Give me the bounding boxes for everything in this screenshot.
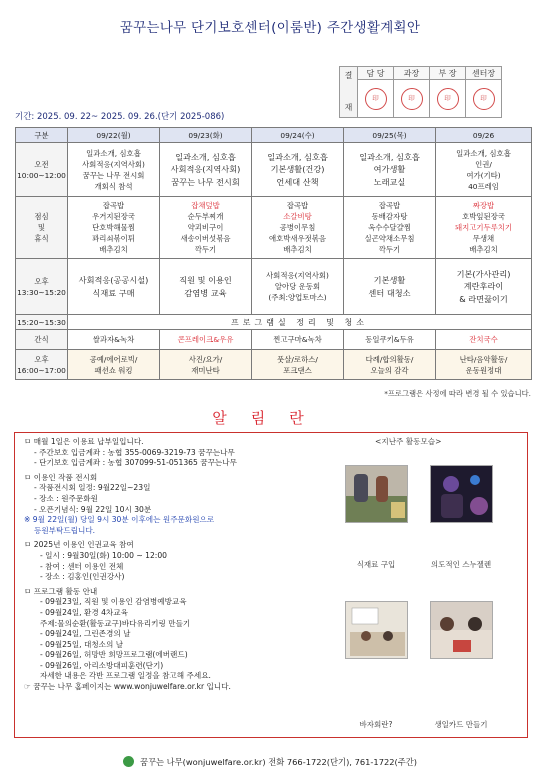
lunch-cell bbox=[160, 197, 252, 259]
row-label-time: 16:00~17:00 bbox=[17, 365, 66, 375]
notice-line: - 09월26일, 아리소방대피훈련(단기) bbox=[40, 660, 164, 670]
notice-line: - 09월24일, 환경 4차교육 bbox=[40, 607, 128, 617]
cell-line: 알아당 운동회 bbox=[274, 282, 321, 291]
cell-line: 잡곡밥 bbox=[102, 201, 125, 210]
notice-line: - 장소 : 김홍인(인권강사) bbox=[40, 572, 125, 582]
footer bbox=[0, 756, 540, 768]
page-title: 꿈꾸는나무 단기보호센터(이룸반) 주간생활계획안 bbox=[119, 20, 421, 36]
activity-cell bbox=[436, 350, 532, 380]
afternoon-cell bbox=[252, 259, 344, 315]
cell-line: 공병이무침 bbox=[279, 223, 316, 232]
cell-line: 사진/요가/ bbox=[188, 354, 223, 364]
notice-line: ※ 9월 22일(월) 당일 9시 30분 이후에는 원주문화원으로 bbox=[24, 515, 215, 525]
weekly-schedule-table bbox=[15, 127, 532, 380]
cell-line: 감염병 교육 bbox=[184, 287, 227, 298]
cell-line: 일과소개, 심호흡 bbox=[175, 151, 236, 162]
notice-line: - 장소 : 원주문화원 bbox=[34, 493, 98, 503]
logo-icon bbox=[123, 756, 134, 767]
cell-line: 잡채덮밥 bbox=[191, 201, 220, 210]
afternoon-cell bbox=[436, 259, 532, 315]
seal-icon: 印 bbox=[473, 88, 495, 110]
cell-line: 풋살/로하스/ bbox=[277, 354, 318, 364]
cell-line: 기본생활(건강) bbox=[270, 164, 325, 175]
cell-line: 노래교실 bbox=[373, 176, 406, 187]
cell-line: 언세대 산책 bbox=[276, 176, 319, 187]
morning-cell bbox=[68, 143, 160, 197]
header-cell: 09/25(목) bbox=[344, 128, 436, 143]
cell-line: 배추김치 bbox=[99, 245, 128, 254]
activity-cell bbox=[344, 350, 436, 380]
notice-line: 등원부탁드립니다. bbox=[34, 525, 96, 535]
cell-line: 동배감자탕 bbox=[371, 212, 408, 221]
notice-line: ㅁ 이용인 작품 전시회 bbox=[24, 472, 98, 482]
snack-cell: 쌀과자&녹차 bbox=[68, 330, 160, 350]
approval-head-manager: 과장 bbox=[394, 67, 430, 80]
cell-line: 패션쇼 워킹 bbox=[94, 365, 133, 375]
photo-image bbox=[346, 602, 408, 659]
row-label-lunch bbox=[16, 197, 68, 259]
row-label-text: 점심 bbox=[34, 212, 49, 221]
approval-label: 결 재 bbox=[340, 67, 358, 118]
notice-line: 자세한 내용은 각반 프로그램 일정을 참고해 주세요. bbox=[40, 671, 211, 681]
morning-cell bbox=[252, 143, 344, 197]
cell-line: 기본(가사관리) bbox=[456, 268, 511, 279]
cell-line: 사회적응(공공시설) bbox=[78, 275, 149, 285]
cell-line: 배추김치 bbox=[283, 245, 312, 254]
row-label-time: 13:30~15:20 bbox=[17, 287, 66, 297]
snack-row bbox=[16, 330, 532, 350]
lunch-cell bbox=[344, 197, 436, 259]
notice-line: - 09월25일, 대청소의 날 bbox=[40, 639, 124, 649]
notice-line: - 작품전시회 일정: 9월22일~23일 bbox=[34, 483, 151, 493]
stamp-manager bbox=[394, 80, 430, 118]
row-label-time: 10:00~12:00 bbox=[17, 170, 66, 180]
cell-line: 계란후라이 bbox=[463, 281, 504, 292]
cell-line: 꿈꾸는 나무 전시회 bbox=[82, 170, 145, 180]
morning-cell bbox=[344, 143, 436, 197]
notice-line: - 일시 : 9월30일(화) 10:00 ~ 12:00 bbox=[40, 550, 168, 560]
cell-line: 기본생활 bbox=[373, 275, 406, 285]
cell-line: 여가(기타) bbox=[466, 170, 501, 180]
row-label-text: 오전 bbox=[34, 159, 49, 169]
cell-line: 사회적응(지역사회) bbox=[266, 271, 329, 280]
photo-snoezelen bbox=[430, 465, 493, 523]
photo-image bbox=[346, 466, 408, 523]
cell-line: 실곤약채소무침 bbox=[364, 234, 415, 243]
cell-line: 무생채 bbox=[472, 234, 495, 243]
cell-line: 인권/ bbox=[475, 159, 492, 169]
seal-icon: 印 bbox=[365, 88, 387, 110]
photo-caption: 식재료 구입 bbox=[356, 560, 396, 569]
cell-line: 일과소개, 심호흡 bbox=[86, 148, 141, 158]
approval-head-staff: 담 당 bbox=[358, 67, 394, 80]
cell-line: 일과소개, 심호흡 bbox=[267, 151, 328, 162]
approval-head-director: 부 장 bbox=[430, 67, 466, 80]
footer-text: 꿈꾸는 나무(wonjuwelfare.or.kr) 전화 766-1722(단기), 761-1722(주간) bbox=[139, 757, 418, 767]
cell-line: 여가생활 bbox=[373, 164, 406, 175]
activity-cell bbox=[252, 350, 344, 380]
snack-cell: 잔치국수 bbox=[436, 330, 532, 350]
afternoon-cell bbox=[344, 259, 436, 315]
photo-birthday-card bbox=[430, 601, 493, 659]
row-label-morning bbox=[16, 143, 68, 197]
notice-line: ㅁ 매월 1일은 이용료 납부일입니다. bbox=[24, 437, 144, 446]
photos-title: <지난주 활동모습> bbox=[375, 437, 442, 446]
cell-line: 난타/음악활동/ bbox=[459, 354, 508, 364]
afternoon-row bbox=[16, 259, 532, 315]
seal-icon: 印 bbox=[437, 88, 459, 110]
notice-line: - 09월26일, 허망반 희망프로그램(에버랜드) bbox=[40, 650, 188, 660]
notice-line: - 주간보호 입금계좌 : 농협 355-0069-3219-73 꿈꾸는나무 bbox=[34, 447, 235, 457]
notice-line: - 참여 : 센터 이용인 전체 bbox=[40, 561, 124, 571]
cell-line: 옥수수달걀찜 bbox=[368, 223, 411, 232]
notice-line: ㅁ 2025년 이용인 인권교육 참여 bbox=[24, 540, 134, 550]
cell-line: 꿈꾸는 나무 전시회 bbox=[171, 176, 240, 187]
cell-line: 일과소개, 심호흡 bbox=[359, 151, 420, 162]
row-label-cleanup: 15:20~15:30 bbox=[16, 315, 68, 330]
cell-line: 직원 및 이용인 bbox=[179, 275, 232, 285]
cell-line: 호박잎된장국 bbox=[462, 212, 505, 221]
lunch-cell bbox=[68, 197, 160, 259]
lunch-cell bbox=[436, 197, 532, 259]
notice-line: - 09월24일, 그린존경의 날 bbox=[40, 629, 131, 639]
stamp-center bbox=[466, 80, 502, 118]
activity-cell bbox=[68, 350, 160, 380]
stamp-director bbox=[430, 80, 466, 118]
photo-caption: 의도적인 스누젤렌 bbox=[430, 560, 492, 569]
notice-line: - 오픈기념식: 9월 22일 10시 30분 bbox=[34, 504, 152, 514]
photo-caption: 바자회란? bbox=[359, 720, 393, 729]
header-cell: 09/23(화) bbox=[160, 128, 252, 143]
cell-line: 꽈리쇠볶이튀 bbox=[92, 234, 135, 243]
seal-icon: 印 bbox=[401, 88, 423, 110]
period: 기간: 2025. 09. 22~ 2025. 09. 26.(단기 2025-086) bbox=[15, 112, 225, 122]
cell-line: 사회적응(지역사회) bbox=[170, 164, 241, 175]
cell-line: 운동원정대 bbox=[465, 365, 502, 375]
photo-image bbox=[431, 602, 493, 659]
approval-box bbox=[339, 66, 502, 118]
cell-line: 우거지된장국 bbox=[92, 212, 135, 221]
cell-line: 애호박새우젓볶음 bbox=[268, 234, 327, 243]
cell-line: 깍두기 bbox=[378, 245, 401, 254]
cell-line: 깍두기 bbox=[194, 245, 217, 254]
cell-line: 개회식 참석 bbox=[94, 181, 133, 191]
row-label-text: 및 bbox=[37, 223, 46, 232]
row-label-snack: 간식 bbox=[16, 330, 68, 350]
morning-cell bbox=[160, 143, 252, 197]
photo-bazaar bbox=[345, 601, 408, 659]
stamp-staff bbox=[358, 80, 394, 118]
notice-list bbox=[24, 437, 329, 693]
cell-line: 소갈비탕 bbox=[283, 212, 312, 221]
activity-row bbox=[16, 350, 532, 380]
notice-line: - 09월23일, 직원 및 이용인 감염병예방교육 bbox=[40, 597, 187, 607]
cell-line: 센터 대청소 bbox=[368, 287, 411, 298]
photo-caption: 생일카드 만들기 bbox=[434, 720, 488, 729]
afternoon-cell bbox=[160, 259, 252, 315]
cell-line: 일과소개, 심호흡 bbox=[456, 148, 511, 158]
cleanup-text: 프로그램실 정리 및 청소 bbox=[68, 315, 532, 330]
cell-line: 짜장밥 bbox=[472, 201, 495, 210]
activity-cell bbox=[160, 350, 252, 380]
cell-line: 포크댄스 bbox=[283, 365, 312, 375]
cell-line: 돼지고기두루치기 bbox=[454, 223, 513, 232]
header-cell: 09/26 bbox=[436, 128, 532, 143]
notice-line: - 단기보호 입금계좌 : 농협 307099-51-051365 꿈꾸는나무 bbox=[34, 458, 237, 468]
cell-line: (주최:양업토마스) bbox=[268, 293, 327, 302]
cell-line: 배추김치 bbox=[469, 245, 498, 254]
cell-line: 잡곡밥 bbox=[286, 201, 309, 210]
cell-line: 사회적응(지역사회) bbox=[82, 159, 145, 169]
schedule-note: *프로그램은 사정에 따라 변경 될 수 있습니다. bbox=[384, 389, 531, 398]
cell-line: 오늘의 감각 bbox=[370, 365, 409, 375]
header-cell: 구분 bbox=[16, 128, 68, 143]
cleanup-row bbox=[16, 315, 532, 330]
morning-row bbox=[16, 143, 532, 197]
cell-line: 새송이버섯볶음 bbox=[180, 234, 231, 243]
cell-line: 재미난타 bbox=[191, 365, 220, 375]
morning-cell bbox=[436, 143, 532, 197]
approval-head-center: 센터장 bbox=[466, 67, 502, 80]
snack-cell: 콘프레이크&우유 bbox=[160, 330, 252, 350]
cell-line: 약괴비구이 bbox=[187, 223, 224, 232]
row-label-activity bbox=[16, 350, 68, 380]
photo-grocery bbox=[345, 465, 408, 523]
afternoon-cell bbox=[68, 259, 160, 315]
header-cell: 09/24(수) bbox=[252, 128, 344, 143]
cell-line: 순두부찌개 bbox=[187, 212, 224, 221]
notice-line[interactable]: ☞ 꿈꾸는 나무 홈페이지는 www.wonjuwelfare.or.kr 입니다. bbox=[24, 682, 231, 692]
cell-line: 40프레임 bbox=[468, 181, 499, 191]
cell-line: 식재료 구매 bbox=[92, 287, 135, 298]
cell-line: 잡곡밥 bbox=[378, 201, 401, 210]
snack-cell: 찐고구마&녹차 bbox=[252, 330, 344, 350]
notice-line: 주제:물의순환(활동교구)바다유리키링 만들기 bbox=[40, 618, 191, 628]
cell-line: 단호박해물찜 bbox=[92, 223, 135, 232]
header-cell: 09/22(월) bbox=[68, 128, 160, 143]
row-label-afternoon bbox=[16, 259, 68, 315]
photo-image bbox=[431, 466, 493, 523]
notice-title: 알림란 bbox=[212, 409, 328, 427]
cell-line: & 라면끓이기 bbox=[459, 293, 508, 304]
cell-line: 다례/합의활동/ bbox=[365, 354, 414, 364]
snack-cell: 동일쿠키&두유 bbox=[344, 330, 436, 350]
row-label-text: 오후 bbox=[34, 354, 49, 364]
row-label-text: 휴식 bbox=[34, 234, 49, 243]
cell-line: 공예/에어로빅/ bbox=[89, 354, 138, 364]
lunch-cell bbox=[252, 197, 344, 259]
row-label-text: 오후 bbox=[34, 276, 49, 286]
schedule-header-row bbox=[16, 128, 532, 143]
lunch-row bbox=[16, 197, 532, 259]
notice-line: ㅁ 프로그램 활동 안내 bbox=[24, 586, 98, 596]
